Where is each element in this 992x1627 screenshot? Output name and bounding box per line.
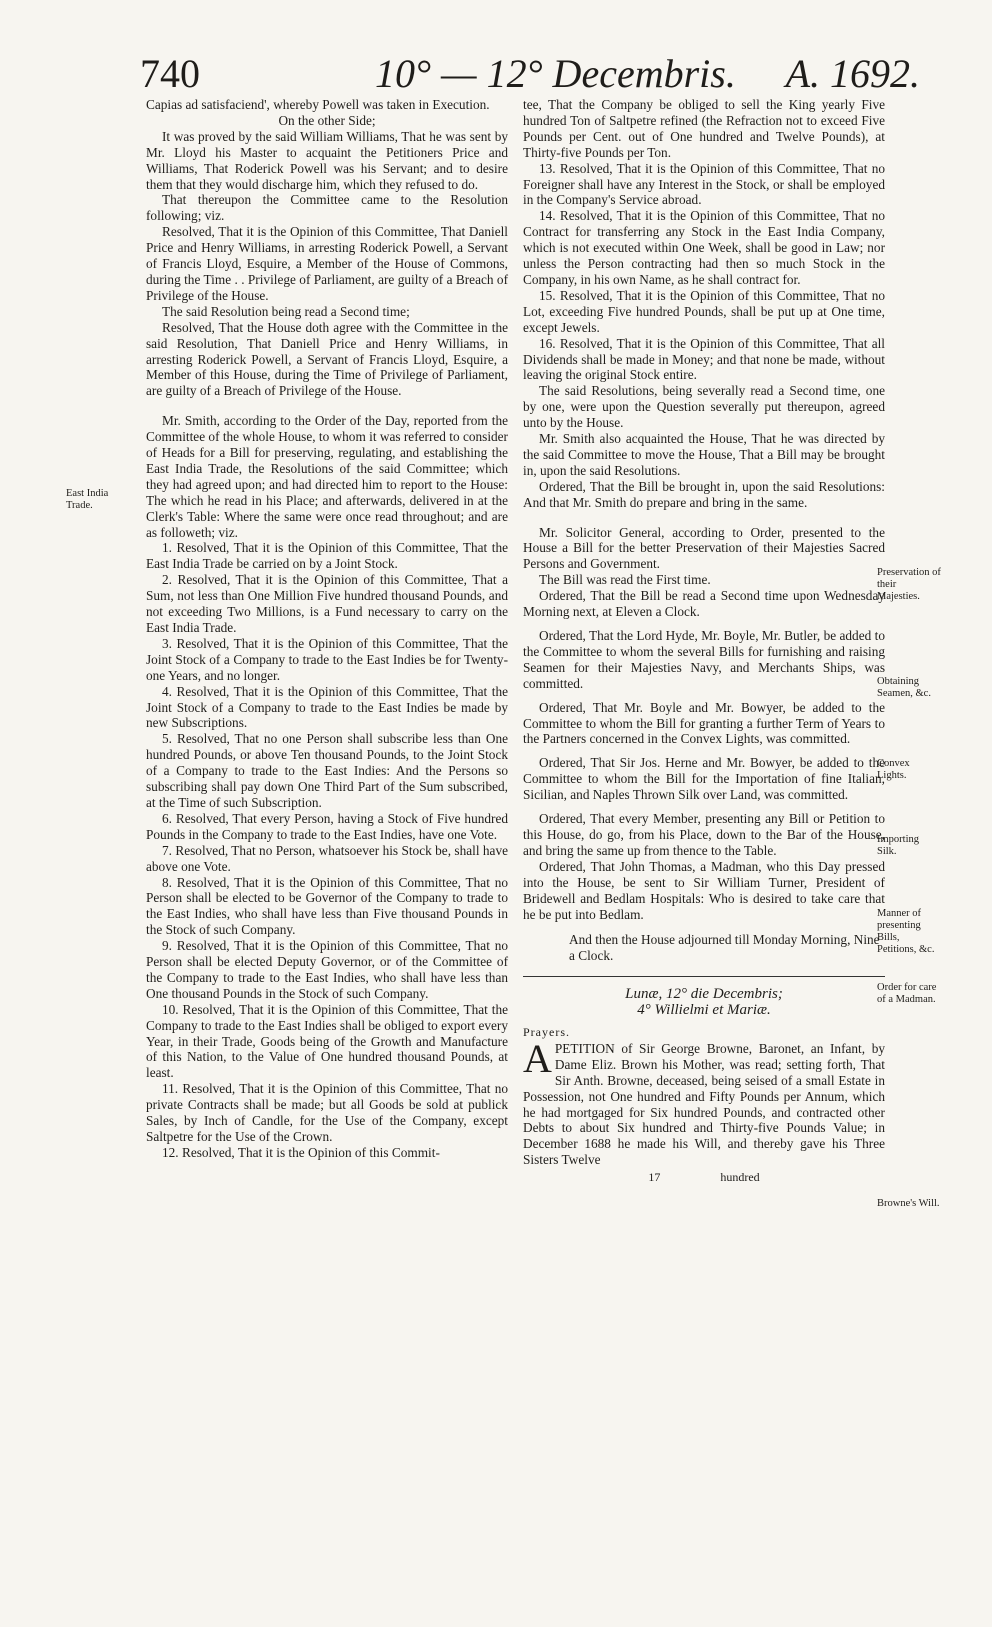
- paragraph: Ordered, That every Member, presenting any Bill or Petition to this House, do go, from his Place, down to the Bar of the House, and bring the same up from thence to the Table.: [523, 811, 885, 858]
- paragraph: 13. Resolved, That it is the Opinion of this Committee, That no Foreigner shall have any Interest in the Stock, or shall be employed in the Company's Service abroad.: [523, 160, 885, 208]
- paragraph: 11. Resolved, That it is the Opinion of this Committee, That no private Contracts shall be made; but all Goods be sold at publick Sales, by Inch of Candle, for the Use of the Company, except Saltpetre for the Use of the Crown.: [146, 1081, 508, 1144]
- paragraph: Mr. Smith, according to the Order of the Day, reported from the Committee of the whole House, to whom it was referred to consider of Heads for a Bill for preserving, regulating, and establishing the East India Trade, the Resolutions of the said Committee; which they had agreed upon; and had directed him to report to the House: The which he read in his Place; and afterwards, delivered in at the Clerk's Table: Where the same were once read throughout; and are as followeth; viz.: [146, 413, 508, 540]
- paragraph: 6. Resolved, That every Person, having a Stock of Five hundred Pounds in the Company to trade to the East Indies, have one Vote.: [146, 810, 508, 842]
- adjournment: And then the House adjourned till Monday Morning, Nine a Clock.: [569, 932, 880, 964]
- paragraph: Capias ad satisfaciend', whereby Powell was taken in Execution.: [146, 97, 490, 112]
- paragraph: Ordered, That the Bill be brought in, upon the said Resolutions: And that Mr. Smith do prepare and bring in the same.: [523, 478, 885, 510]
- paragraph: Ordered, That Sir Jos. Herne and Mr. Bowyer, be added to the Committee to whom the Bill for the Importation of fine Italian, Sicilian, and Naples Thrown Silk over Land, was committed.: [523, 755, 885, 803]
- page-header: [140, 52, 920, 96]
- paragraph: The said Resolutions, being severally read a Second time, one by one, were upon the Question severally put thereupon, agreed unto by the House.: [523, 383, 885, 431]
- paragraph: 5. Resolved, That no one Person shall subscribe less than One hundred Pounds, or above Ten thousand Pounds, to the Joint Stock of a Company to trade to the East Indies: And the Persons so subscribing shall pay down One Third Part of the Sum subscribed, at the Time of such Subscription.: [146, 731, 508, 810]
- paragraph: Ordered, That the Bill be read a Second time upon Wednesday Morning next, at Eleven a Clock.: [523, 588, 885, 620]
- paragraph: Mr. Smith also acquainted the House, That he was directed by the said Committee to move the House, That a Bill may be brought in, upon the said Resolutions.: [523, 431, 885, 478]
- margin-note-browne: Browne's Will.: [877, 1198, 940, 1209]
- petition-paragraph: [523, 1035, 885, 1168]
- margin-note-madman: Order for care of a Madman.: [877, 982, 937, 1005]
- page-footer: [523, 1170, 885, 1186]
- paragraph: Ordered, That John Thomas, a Madman, who this Day pressed into the House, be sent to Sir William Turner, President of Bridewell and Bedlam Hospitals: Who is desired to take care that he be put into Bedlam.: [523, 858, 885, 922]
- signature-mark: 17: [648, 1170, 661, 1185]
- paragraph: It was proved by the said William Williams, That he was sent by Mr. Lloyd his Master to acquaint the Petitioners Price and Williams, That Roderick Powell was his Servant; and to desire them that they would discharge him, which they refused to do.: [146, 128, 508, 192]
- paragraph: The said Resolution being read a Second time;: [162, 303, 410, 319]
- paragraph: 10. Resolved, That it is the Opinion of this Committee, That the Company to trade to the East Indies shall be obliged to export every Year, in their Trade, Goods being of the Growth and Manufacture of this Nation, to the Value of One hundred thousand Pounds, at least.: [146, 1001, 508, 1081]
- petition-text: PETITION of Sir George Browne, Baronet, an Infant, by Dame Eliz. Brown his Mother, was read; setting forth, That Sir Anth. Browne, deceased, being seised of a small Estate in Possession, not One hundred and Fifty Pounds per Annum, which he had mortgaged for Six hundred Pounds, and contracted other Debts to about Six hundred and Thirty-five Pounds Value; in December 1688 he made his Will, and thereby gave his Three Sisters Twelve: [523, 1040, 885, 1168]
- paragraph: Ordered, That the Lord Hyde, Mr. Boyle, Mr. Butler, be added to the Committee to whom the several Bills for furnishing and raising Seamen for their Majesties Navy, and Merchants Ships, was committed.: [523, 628, 885, 691]
- margin-note-bills: Manner of presenting Bills, Petitions, &c.: [877, 908, 935, 955]
- paragraph: On the other Side;: [278, 112, 376, 128]
- prayers-heading: Prayers.: [523, 1025, 570, 1040]
- paragraph: Mr. Solicitor General, according to Order, presented to the House a Bill for the better Preservation of their Majesties Sacred Persons and Government.: [523, 524, 885, 572]
- margin-note-east-india: East India Trade.: [66, 488, 109, 511]
- margin-note-seamen: Obtaining Seamen, &c.: [877, 676, 931, 699]
- section-divider: [523, 976, 885, 977]
- paragraph: 15. Resolved, That it is the Opinion of this Committee, That no Lot, exceeding Five hundred Pounds, shall be put up at One time, except Jewels.: [523, 287, 885, 335]
- margin-note-convex: Convex Lights.: [877, 758, 910, 781]
- paragraph: 9. Resolved, That it is the Opinion of this Committee, That no Person shall be elected Deputy Governor, or of the Committee of the Company to trade to the East Indies, who shall have less than One thousand Pounds in the Stock of such Company.: [146, 938, 508, 1001]
- paragraph: 4. Resolved, That it is the Opinion of this Committee, That the Joint Stock of a Company to trade to the East Indies be made by new Subscriptions.: [146, 683, 508, 731]
- paragraph: 12. Resolved, That it is the Opinion of this Commit-: [162, 1144, 440, 1160]
- paragraph: Resolved, That the House doth agree with the Committee in the said Resolution, That Daniell Price and Henry Williams, in arresting Roderick Powell, a Servant of Francis Lloyd, Esquire, a Member of this House, during the Time of Privilege of Parliament, are guilty of a Breach of Privilege of the House.: [146, 319, 508, 399]
- journal-date: 10° — 12° Decembris.: [375, 51, 736, 96]
- paragraph: Resolved, That it is the Opinion of this Committee, That Daniell Price and Henry Williams, in arresting Roderick Powell, a Servant of Francis Lloyd, Esquire, a Member of the House of Commons, during the Time . . Privilege of Parliament, are guilty of a Breach of Privilege of the House.: [146, 224, 508, 303]
- paragraph: The Bill was read the First time.: [539, 572, 711, 588]
- paragraph: Ordered, That Mr. Boyle and Mr. Bowyer, be added to the Committee to whom the Bill for granting a further Term of Years to the Partners concerned in the Convex Lights, was committed.: [523, 699, 885, 747]
- regnal-year: 4° Willielmi et Mariæ.: [637, 1002, 771, 1019]
- page-number: 740: [140, 51, 200, 96]
- paragraph: 1. Resolved, That it is the Opinion of this Committee, That the East India Trade be carried on by a Joint Stock.: [146, 540, 508, 572]
- paragraph: 8. Resolved, That it is the Opinion of this Committee, That no Person shall be elected to be Governor of the Company to trade to the East Indies, who shall have less than Five thousand Pounds in the Stock of such Company.: [146, 874, 508, 938]
- paragraph: 14. Resolved, That it is the Opinion of this Committee, That no Contract for transferring any Stock in the East India Company, which is not executed within One Week, shall be good in Law; nor unless the Person contracting had then so much Stock in the Company, in his own Name, as he shall contract for.: [523, 208, 885, 287]
- paragraph: That thereupon the Committee came to the Resolution following; viz.: [146, 192, 508, 224]
- margin-note-preservation: Preservation of their Majesties.: [877, 567, 941, 602]
- left-column: [146, 97, 508, 1161]
- journal-year: A. 1692.: [785, 51, 920, 96]
- margin-note-silk: Importing Silk.: [877, 834, 919, 857]
- paragraph: 3. Resolved, That it is the Opinion of this Committee, That the Joint Stock of a Company to trade to the East Indies be for Twenty-one Years, and no longer.: [146, 635, 508, 683]
- catchword: hundred: [720, 1170, 760, 1185]
- paragraph: tee, That the Company be obliged to sell the King yearly Five hundred Ton of Saltpetre refined (the Refraction not to exceed Five Pounds per Cent. out of One hundred and Twelve Pounds), at Thirty-five Pounds per Ton.: [523, 97, 885, 160]
- paragraph: 2. Resolved, That it is the Opinion of this Committee, That a Sum, not less than One Million Five hundred thousand Pounds, and not exceeding Two Millions, is a Fund necessary to carry on the East India Trade.: [146, 572, 508, 635]
- paragraph: 16. Resolved, That it is the Opinion of this Committee, That all Dividends shall be made in Money; and that none be made, without leaving the original Stock entire.: [523, 335, 885, 383]
- right-column: [523, 97, 885, 1186]
- paragraph: 7. Resolved, That no Person, whatsoever his Stock be, shall have above one Vote.: [146, 842, 508, 874]
- drop-capital: A: [523, 1035, 552, 1081]
- day-heading: Lunæ, 12° die Decembris;: [625, 986, 783, 1003]
